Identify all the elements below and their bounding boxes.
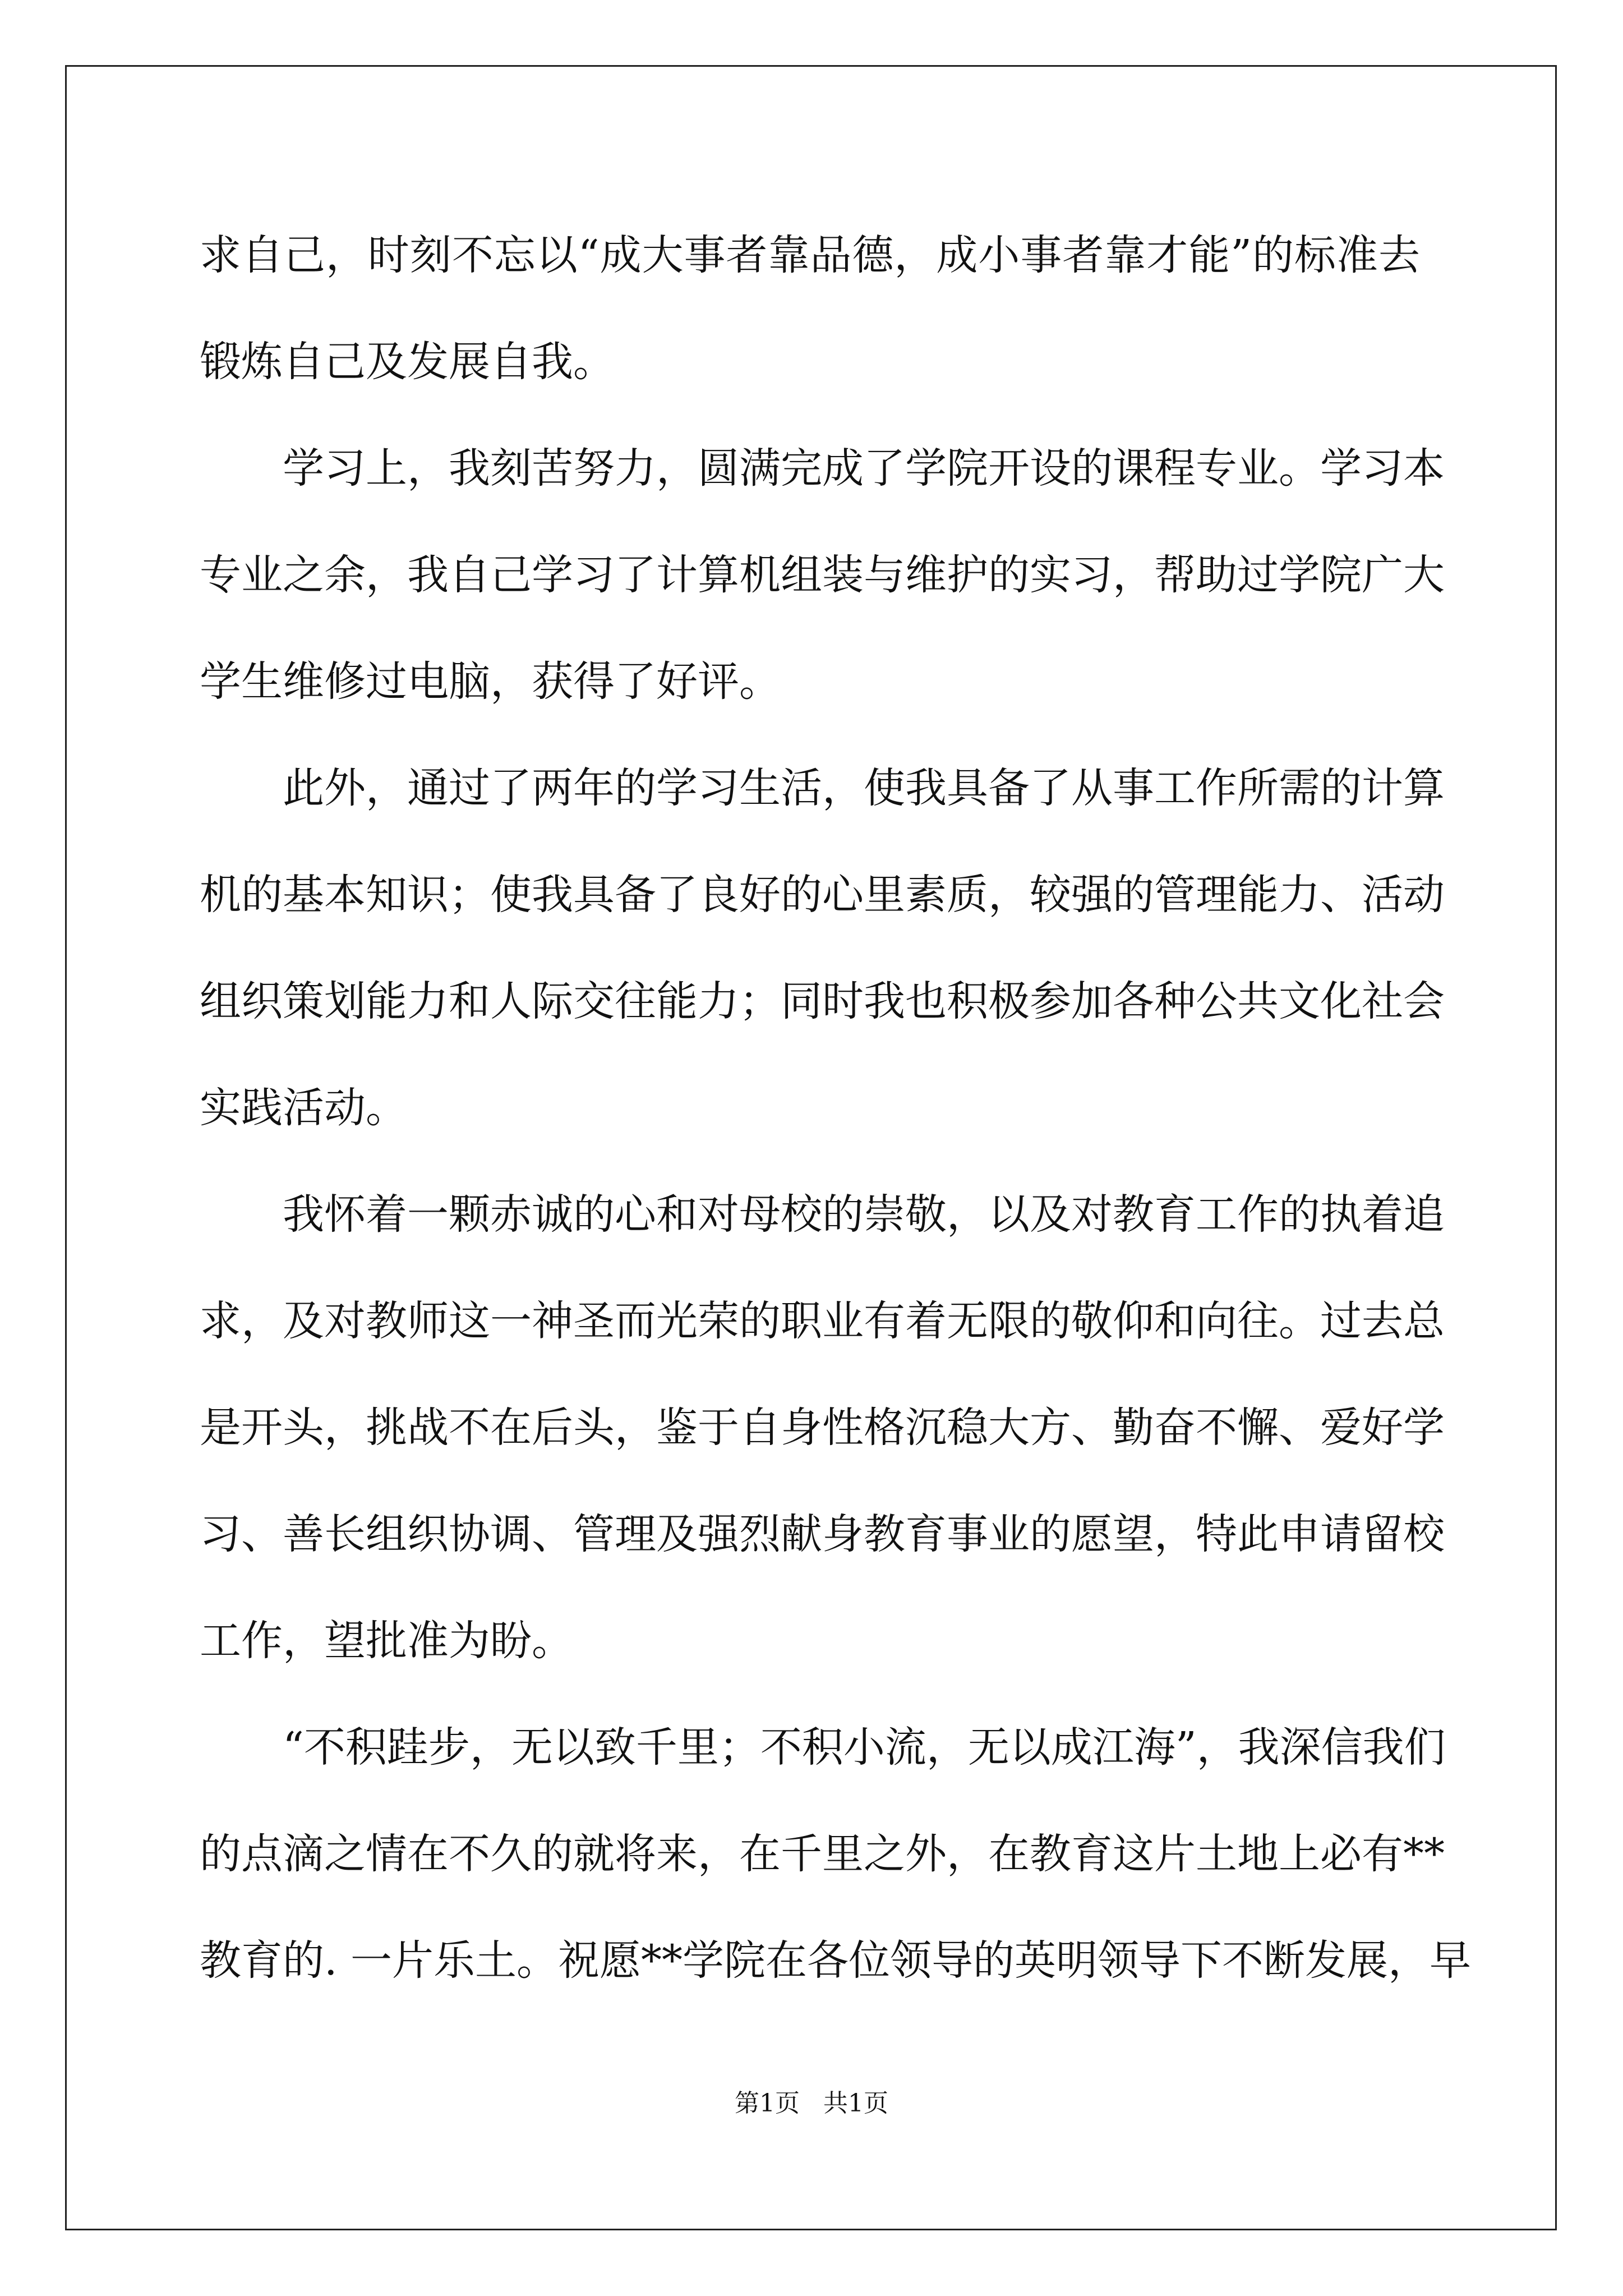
text-line: 锻炼自己及发展自我。 [200, 338, 615, 386]
text-line: 学生维修过电脑，获得了好评。 [200, 657, 781, 706]
text-line: 实践活动。 [200, 1084, 407, 1132]
paragraph-start-line: 此外，通过了两年的学习生活，使我具备了从事工作所需的计算 [283, 764, 1445, 812]
text-line: 求，及对教师这一神圣而光荣的职业有着无限的敬仰和向往。过去总 [200, 1297, 1445, 1345]
text-line: 机的基本知识；使我具备了良好的心里素质，较强的管理能力、活动 [200, 871, 1445, 919]
text-line: 教育的. 一片乐土。祝愿**学院在各位领导的英明领导下不断发展，早 [200, 1936, 1472, 1985]
paragraph-start-line: 学习上，我刻苦努力，圆满完成了学院开设的课程专业。学习本 [283, 444, 1445, 493]
paragraph-start-line: “不积跬步，无以致千里；不积小流，无以成江海”，我深信我们 [283, 1723, 1446, 1772]
text-line: 专业之余，我自己学习了计算机组装与维护的实习，帮助过学院广大 [200, 551, 1445, 599]
text-line: 的点滴之情在不久的就将来，在千里之外，在教育这片土地上必有** [200, 1830, 1445, 1878]
text-line: 习、善长组织协调、管理及强烈献身教育事业的愿望，特此申请留校 [200, 1510, 1445, 1558]
text-line: 是开头，挑战不在后头，鉴于自身性格沉稳大方、勤奋不懈、爱好学 [200, 1404, 1445, 1452]
text-line: 工作，望批准为盼。 [200, 1617, 573, 1665]
text-line: 求自己，时刻不忘以“成大事者靠品德，成小事者靠才能”的标准去 [200, 231, 1420, 279]
page-footer: 第1页 共1页 [735, 2089, 888, 2118]
text-line: 组织策划能力和人际交往能力；同时我也积极参加各种公共文化社会 [200, 977, 1445, 1025]
paragraph-start-line: 我怀着一颗赤诚的心和对母校的崇敬，以及对教育工作的执着追 [283, 1190, 1445, 1239]
